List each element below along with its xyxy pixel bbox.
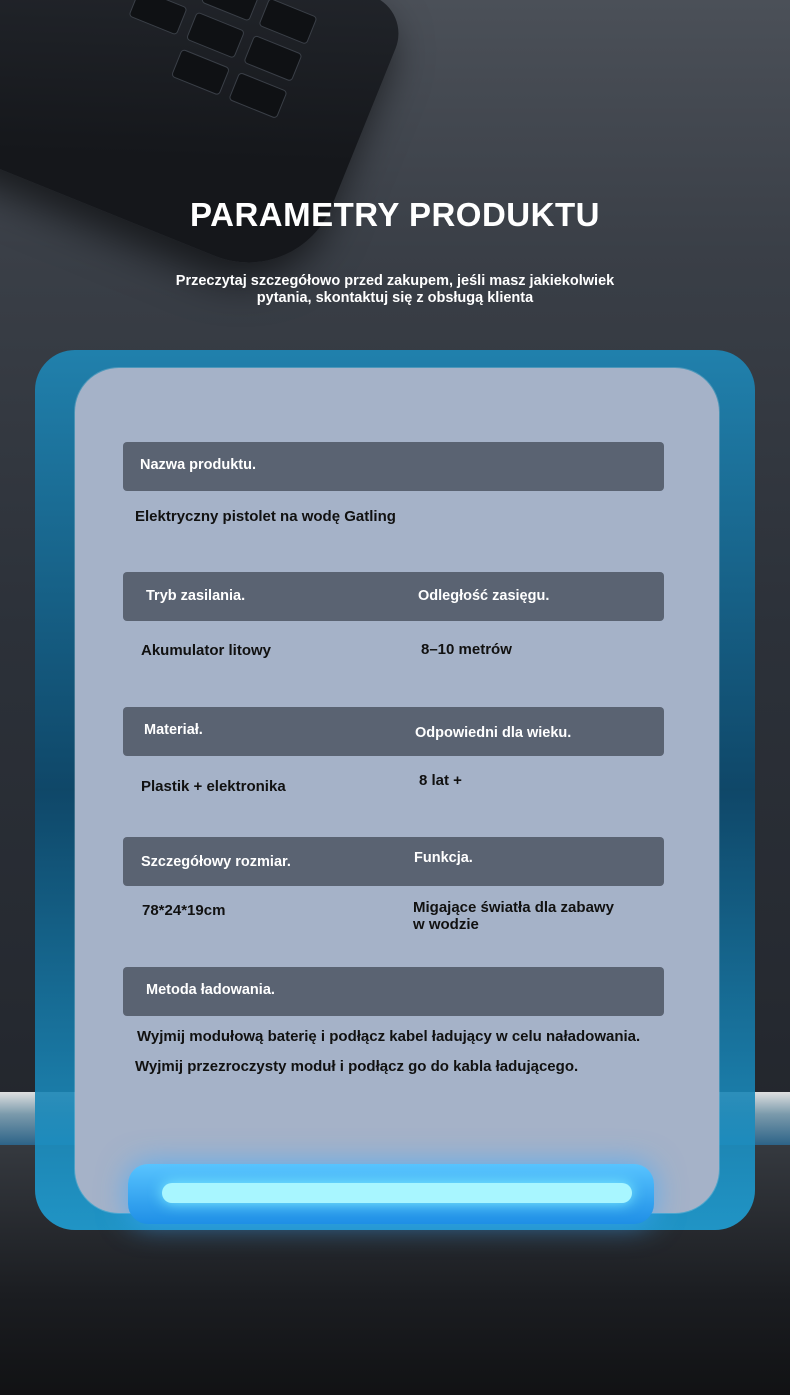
spec-value-charging-2: Wyjmij przezroczysty moduł i podłącz go do kabla ładującego. xyxy=(135,1058,579,1075)
spec-value-range: 8–10 metrów xyxy=(421,641,512,658)
stand-light-bar xyxy=(128,1164,654,1224)
spec-label-material: Materiał. xyxy=(144,722,203,738)
stand-light-core xyxy=(162,1183,632,1203)
spec-value-material: Plastik + elektronika xyxy=(141,778,286,795)
spec-label-range: Odległość zasięgu. xyxy=(418,588,550,604)
spec-value-size: 78*24*19cm xyxy=(142,902,226,919)
spec-label-age: Odpowiedni dla wieku. xyxy=(415,725,572,741)
device-illustration xyxy=(0,0,411,290)
spec-value-function-line2: w wodzie xyxy=(413,916,479,933)
spec-bar-name xyxy=(123,442,664,491)
page-subtitle: Przeczytaj szczegółowo przed zakupem, jeśli masz jakiekolwiek pytania, skontaktuj się z obsługą klienta xyxy=(175,273,615,306)
spec-bar-power-range xyxy=(123,572,664,621)
device-key xyxy=(171,49,230,96)
spec-label-power: Tryb zasilania. xyxy=(146,588,246,604)
page-title: PARAMETRY PRODUKTU xyxy=(190,196,600,233)
device-key xyxy=(228,72,287,119)
spec-bar-material-age xyxy=(123,707,664,756)
spec-bar-charging xyxy=(123,967,664,1016)
spec-label-size: Szczegółowy rozmiar. xyxy=(141,854,291,870)
device-key xyxy=(243,35,302,82)
spec-label-name: Nazwa produktu. xyxy=(140,457,257,473)
spec-value-power: Akumulator litowy xyxy=(141,642,272,659)
spec-value-age: 8 lat + xyxy=(419,772,462,789)
device-key xyxy=(186,11,245,58)
spec-label-charging: Metoda ładowania. xyxy=(146,982,275,998)
device-key xyxy=(128,0,187,36)
spec-value-charging-1: Wyjmij modułową baterię i podłącz kabel ładujący w celu naładowania. xyxy=(137,1028,641,1045)
spec-label-function: Funkcja. xyxy=(414,850,473,866)
spec-value-name: Elektryczny pistolet na wodę Gatling xyxy=(135,508,396,525)
spec-bar-size-function xyxy=(123,837,664,886)
spec-value-function-line1: Migające światła dla zabawy xyxy=(413,899,614,916)
device-key xyxy=(258,0,317,45)
